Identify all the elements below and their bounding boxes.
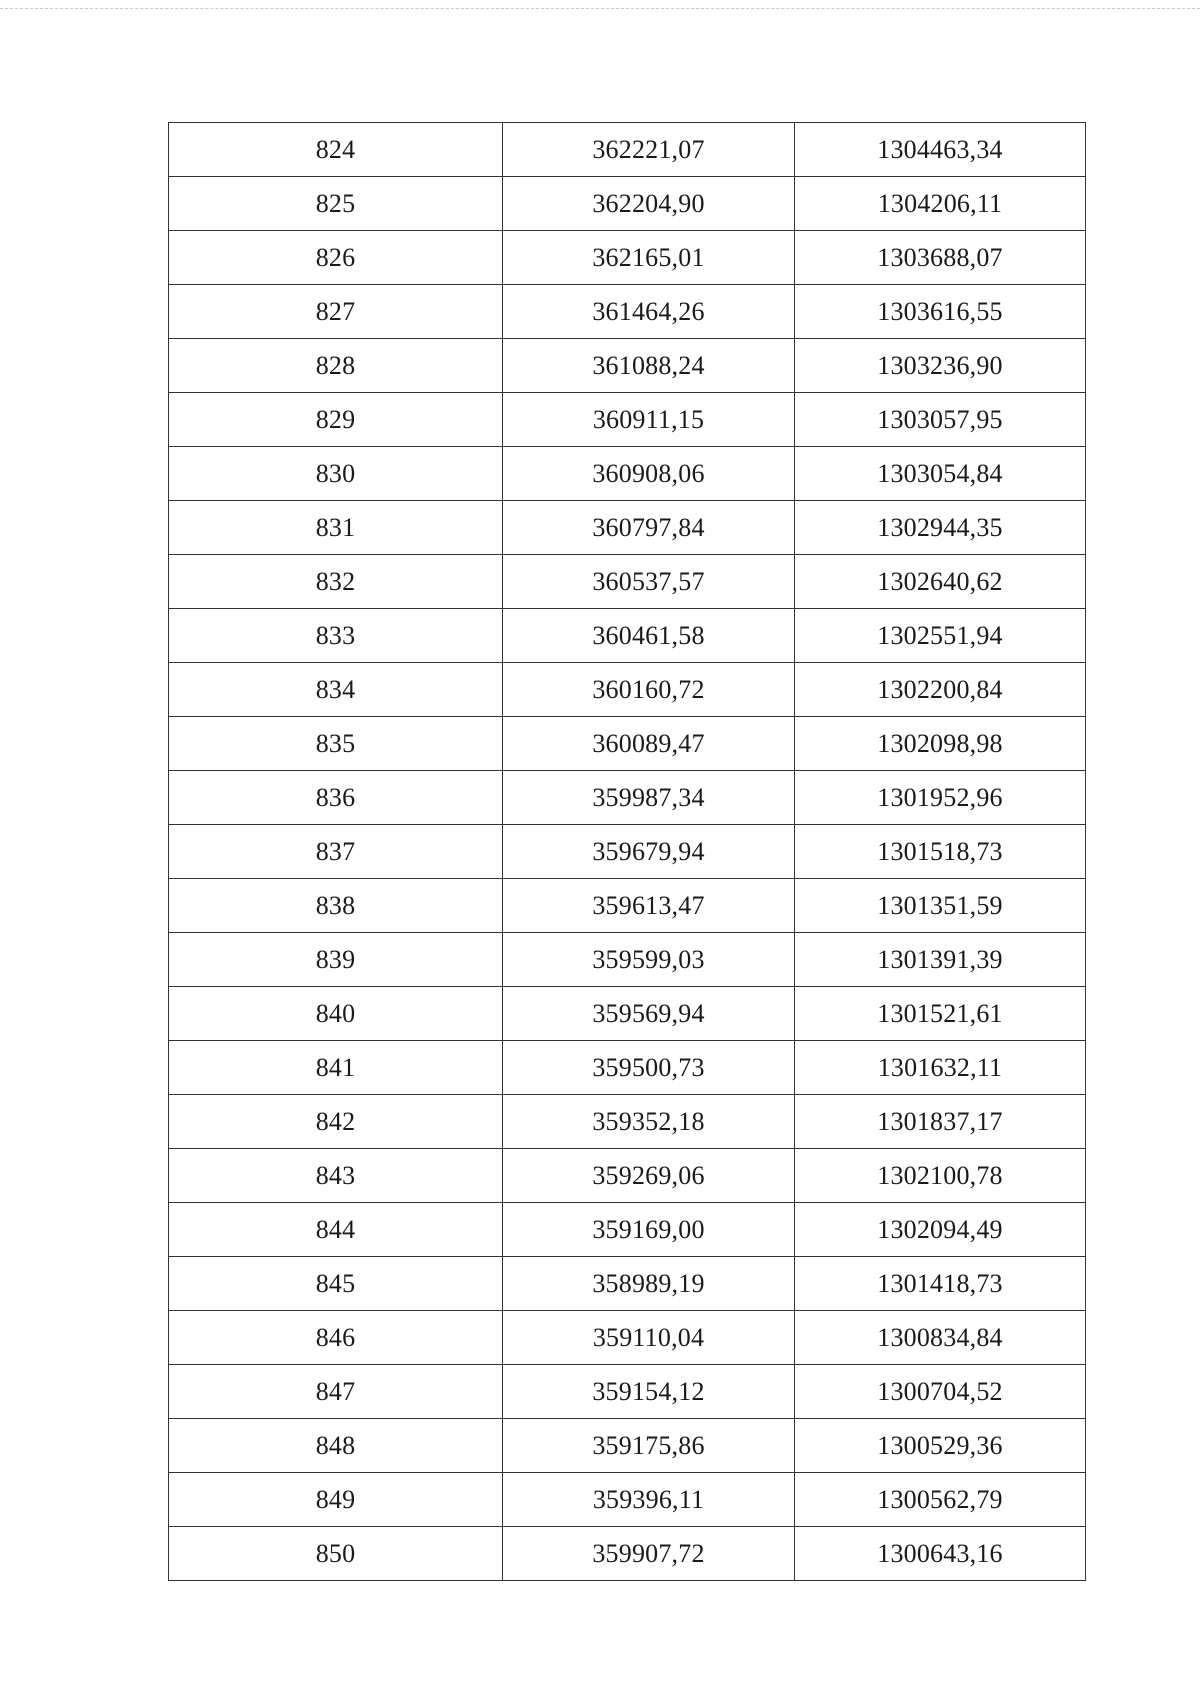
point-number-cell: 842 [169,1095,503,1149]
y-coordinate-cell: 1301952,96 [795,771,1086,825]
table-row [169,1149,1086,1203]
table-row [169,663,1086,717]
point-number-cell: 827 [169,285,503,339]
x-coordinate-cell: 361464,26 [503,285,795,339]
y-coordinate-cell: 1302640,62 [795,555,1086,609]
y-coordinate-cell: 1300529,36 [795,1419,1086,1473]
point-number-cell: 833 [169,609,503,663]
point-number-cell: 837 [169,825,503,879]
point-number-cell: 834 [169,663,503,717]
x-coordinate-cell: 360911,15 [503,393,795,447]
table-row [169,555,1086,609]
table-row [169,1041,1086,1095]
y-coordinate-cell: 1301391,39 [795,933,1086,987]
y-coordinate-cell: 1300704,52 [795,1365,1086,1419]
coordinates-table [168,122,1086,1581]
y-coordinate-cell: 1303054,84 [795,447,1086,501]
table-row [169,285,1086,339]
y-coordinate-cell: 1301632,11 [795,1041,1086,1095]
x-coordinate-cell: 359987,34 [503,771,795,825]
point-number-cell: 845 [169,1257,503,1311]
y-coordinate-cell: 1302551,94 [795,609,1086,663]
x-coordinate-cell: 359500,73 [503,1041,795,1095]
x-coordinate-cell: 359175,86 [503,1419,795,1473]
x-coordinate-cell: 358989,19 [503,1257,795,1311]
table-row [169,1527,1086,1581]
y-coordinate-cell: 1304206,11 [795,177,1086,231]
point-number-cell: 825 [169,177,503,231]
x-coordinate-cell: 359907,72 [503,1527,795,1581]
table-row [169,1419,1086,1473]
table-row [169,825,1086,879]
y-coordinate-cell: 1302200,84 [795,663,1086,717]
y-coordinate-cell: 1300562,79 [795,1473,1086,1527]
y-coordinate-cell: 1302094,49 [795,1203,1086,1257]
x-coordinate-cell: 362165,01 [503,231,795,285]
table-row [169,771,1086,825]
table-row [169,933,1086,987]
table-row [169,177,1086,231]
table-row [169,717,1086,771]
table-row [169,1473,1086,1527]
point-number-cell: 824 [169,123,503,177]
table-row [169,501,1086,555]
x-coordinate-cell: 360908,06 [503,447,795,501]
table-row [169,231,1086,285]
y-coordinate-cell: 1303057,95 [795,393,1086,447]
y-coordinate-cell: 1300834,84 [795,1311,1086,1365]
y-coordinate-cell: 1301837,17 [795,1095,1086,1149]
x-coordinate-cell: 360160,72 [503,663,795,717]
x-coordinate-cell: 362221,07 [503,123,795,177]
point-number-cell: 840 [169,987,503,1041]
y-coordinate-cell: 1301351,59 [795,879,1086,933]
x-coordinate-cell: 359613,47 [503,879,795,933]
y-coordinate-cell: 1303688,07 [795,231,1086,285]
point-number-cell: 838 [169,879,503,933]
point-number-cell: 831 [169,501,503,555]
y-coordinate-cell: 1302098,98 [795,717,1086,771]
table-row [169,609,1086,663]
table-row [169,393,1086,447]
point-number-cell: 826 [169,231,503,285]
y-coordinate-cell: 1301521,61 [795,987,1086,1041]
point-number-cell: 828 [169,339,503,393]
x-coordinate-cell: 359269,06 [503,1149,795,1203]
y-coordinate-cell: 1302944,35 [795,501,1086,555]
y-coordinate-cell: 1303616,55 [795,285,1086,339]
x-coordinate-cell: 360089,47 [503,717,795,771]
table-row [169,447,1086,501]
y-coordinate-cell: 1301518,73 [795,825,1086,879]
x-coordinate-cell: 360461,58 [503,609,795,663]
x-coordinate-cell: 361088,24 [503,339,795,393]
table-row [169,1095,1086,1149]
x-coordinate-cell: 360537,57 [503,555,795,609]
x-coordinate-cell: 359352,18 [503,1095,795,1149]
point-number-cell: 848 [169,1419,503,1473]
point-number-cell: 846 [169,1311,503,1365]
y-coordinate-cell: 1303236,90 [795,339,1086,393]
table-row [169,1365,1086,1419]
point-number-cell: 836 [169,771,503,825]
x-coordinate-cell: 362204,90 [503,177,795,231]
point-number-cell: 832 [169,555,503,609]
point-number-cell: 843 [169,1149,503,1203]
scan-edge-line [0,8,1200,9]
x-coordinate-cell: 359569,94 [503,987,795,1041]
point-number-cell: 835 [169,717,503,771]
y-coordinate-cell: 1302100,78 [795,1149,1086,1203]
x-coordinate-cell: 359169,00 [503,1203,795,1257]
point-number-cell: 849 [169,1473,503,1527]
point-number-cell: 847 [169,1365,503,1419]
table-row [169,987,1086,1041]
table-row [169,1311,1086,1365]
point-number-cell: 841 [169,1041,503,1095]
point-number-cell: 829 [169,393,503,447]
y-coordinate-cell: 1304463,34 [795,123,1086,177]
point-number-cell: 850 [169,1527,503,1581]
point-number-cell: 830 [169,447,503,501]
table-row [169,339,1086,393]
x-coordinate-cell: 359110,04 [503,1311,795,1365]
x-coordinate-cell: 359154,12 [503,1365,795,1419]
x-coordinate-cell: 359599,03 [503,933,795,987]
y-coordinate-cell: 1300643,16 [795,1527,1086,1581]
table-row [169,1257,1086,1311]
table-row [169,123,1086,177]
table-row [169,1203,1086,1257]
x-coordinate-cell: 359396,11 [503,1473,795,1527]
y-coordinate-cell: 1301418,73 [795,1257,1086,1311]
table-row [169,879,1086,933]
x-coordinate-cell: 360797,84 [503,501,795,555]
x-coordinate-cell: 359679,94 [503,825,795,879]
point-number-cell: 839 [169,933,503,987]
point-number-cell: 844 [169,1203,503,1257]
